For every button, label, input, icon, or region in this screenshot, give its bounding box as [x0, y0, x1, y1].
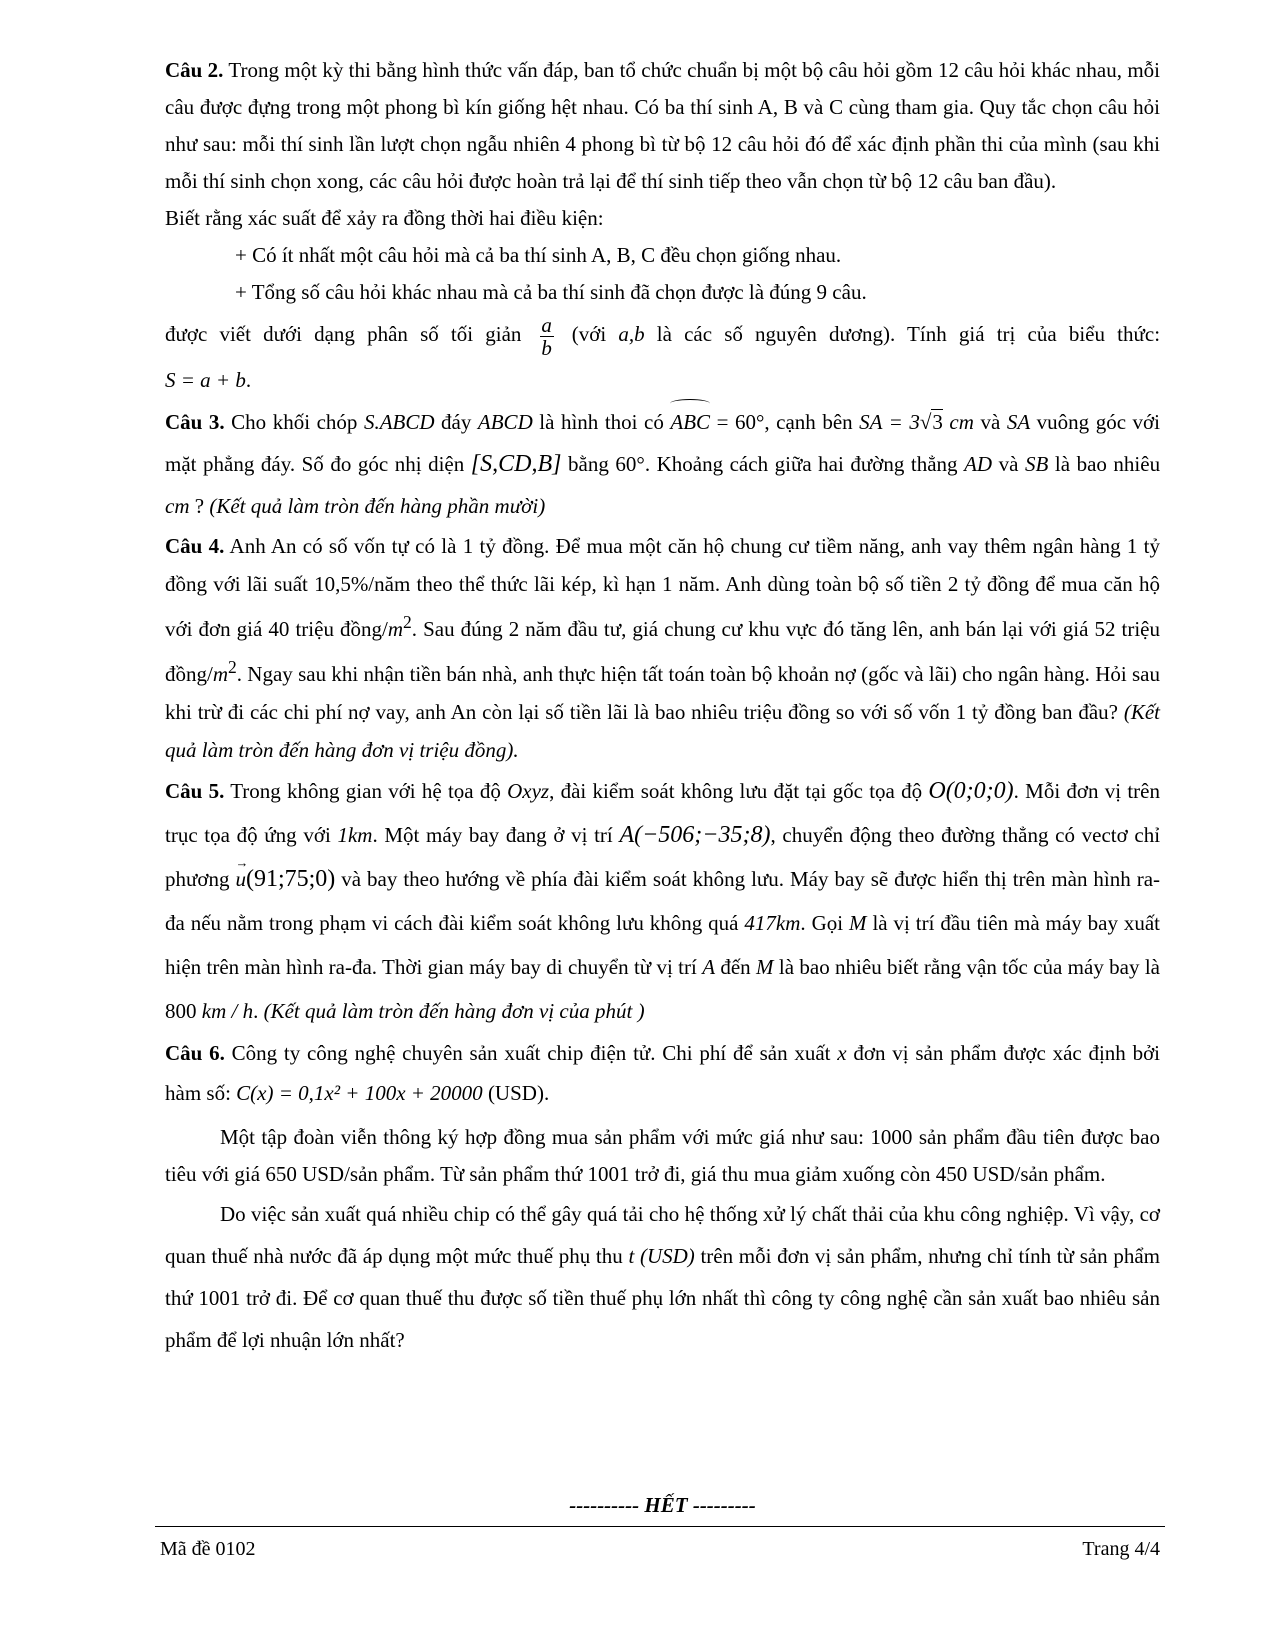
- question-2-line3a: được viết dưới dạng phân số tối giản: [165, 322, 522, 346]
- q3-angle-value: = 60°: [716, 409, 765, 434]
- q3-text-10: là bao nhiêu: [1054, 451, 1161, 476]
- q6-cost-function: C(x) = 0,1x² + 100x + 20000: [236, 1080, 483, 1105]
- q3-line-sb: SB: [1025, 451, 1049, 476]
- q3-cm: cm: [165, 493, 190, 518]
- q5-text-1: Trong không gian với hệ tọa độ: [230, 778, 501, 803]
- question-2-label: Câu 2.: [165, 58, 224, 82]
- q3-sa: SA = 3: [859, 409, 920, 434]
- q5-text-8: là vị trí đầu tiên mà máy bay xuất hiện trên màn hình ra-đa. Thời gian máy bay di chuyển từ vị trí: [165, 910, 1161, 979]
- question-2: [165, 52, 1160, 200]
- question-3-label: Câu 3.: [165, 409, 225, 434]
- q5-text-10: là bao nhiêu biết rằng vận tốc của máy bay là 800: [165, 954, 1160, 1023]
- q5-vector-u: → u: [235, 857, 246, 901]
- fraction-a-over-b: [540, 314, 554, 359]
- q4-text-2: . Sau đúng 2 năm đầu tư, giá chung cư khu vực đó tăng lên, anh bán lại với giá 52 triệu đồng/: [165, 616, 1161, 686]
- q3-text-9: và: [998, 451, 1019, 476]
- q3-pyramid: S.ABCD: [363, 409, 435, 434]
- q6-text-1: Công ty công nghệ chuyên sản xuất chip điện tử. Chi phí để sản xuất: [231, 1040, 831, 1065]
- q5-point-a: A(−506;−35;8): [619, 821, 771, 848]
- q4-text-1: Anh An có số vốn tự có là 1 tỷ đồng. Để mua một căn hộ chung cư tiềm năng, anh vay thêm ngân hàng 1 tỷ đồng với lãi suất 10,5%/năm theo thể thức lãi kép, kì hạn 1 năm. Anh dùng toàn bộ số tiền 2 tỷ đồng để mua căn hộ với đơn giá 40 triệu đồng/: [165, 533, 1160, 641]
- footer-rule: [155, 1526, 1165, 1527]
- q5-vector-value: (91;75;0): [245, 865, 336, 892]
- q4-note: (Kết quả làm tròn đến hàng đơn vị triệu đồng).: [165, 699, 1160, 762]
- question-5: [165, 769, 1160, 1033]
- q3-text-3: là hình thoi có: [539, 409, 664, 434]
- question-6-paragraph-2: Một tập đoàn viễn thông ký hợp đồng mua sản phẩm với mức giá như sau: 1000 sản phẩm đầu tiên được bao tiêu với giá 650 USD/sản phẩm. Từ sản phẩm thứ 1001 trở đi, giá thu mua giảm xuống còn 450 USD/sản phẩm.: [165, 1124, 1160, 1186]
- q6-p3-text-1: Do việc sản xuất quá nhiều chip có thể gây quá tải cho hệ thống xử lý chất thải của khu công nghiệp. Vì vậy, cơ quan thuế nhà nước đã áp dụng một mức thuế phụ thu: [165, 1201, 1160, 1268]
- question-2-expression: [165, 359, 1160, 401]
- q3-text-4: , cạnh bên: [764, 409, 853, 434]
- question-2-line3c: là các số nguyên dương). Tính giá trị của biểu thức:: [656, 322, 1161, 346]
- q3-text-5: và: [980, 409, 1001, 434]
- q4-sup-2: 2: [228, 656, 237, 677]
- question-6-label: Câu 6.: [165, 1040, 225, 1065]
- q6-text-3: .: [543, 1080, 550, 1105]
- q5-distance: 417km: [744, 910, 801, 935]
- q5-text-9: đến: [720, 954, 751, 979]
- question-4-label: Câu 4.: [165, 533, 225, 558]
- q3-text-8: . Khoảng cách giữa hai đường thẳng: [644, 451, 958, 476]
- question-4: [165, 527, 1160, 769]
- q5-text-2: , đài kiểm soát không lưu đặt tại gốc tọa độ: [549, 778, 923, 803]
- q3-unit: cm: [949, 409, 974, 434]
- q3-sa-2: SA: [1006, 409, 1031, 434]
- q3-degree: 60°: [615, 451, 645, 476]
- q4-sup-1: 2: [403, 611, 412, 632]
- q4-text-3: . Ngay sau khi nhận tiền bán nhà, anh thực hiện tất toán toàn bộ khoản nợ (gốc và lãi) cho ngân hàng. Hỏi sau khi trừ đi các chi phí nợ vay, anh An còn lại số tiền lãi là bao nhiêu triệu đồng so với số vốn 1 tỷ đồng ban đầu?: [165, 661, 1160, 724]
- q3-line-ad: AD: [964, 451, 993, 476]
- q5-origin: O(0;0;0): [928, 777, 1014, 804]
- question-6-paragraph-3: [165, 1193, 1160, 1361]
- question-6: [165, 1033, 1160, 1113]
- q6-tax: t (USD): [628, 1243, 695, 1268]
- footer: [160, 1538, 1160, 1561]
- page-content: [165, 52, 1160, 1361]
- q3-note: (Kết quả làm tròn đến hàng phần mười): [209, 493, 546, 518]
- question-2-line3: [165, 311, 1160, 359]
- q3-text-6: vuông góc với mặt phẳng đáy. Số đo góc nhị diện: [165, 409, 1160, 476]
- question-2-line2: Biết rằng xác suất để xảy ra đồng thời hai điều kiện:: [165, 206, 604, 230]
- exam-code: Mã đề 0102: [160, 1538, 256, 1560]
- q3-text-7: bằng: [568, 451, 609, 476]
- page-number: Trang 4/4: [1082, 1538, 1160, 1560]
- q5-point-m: M: [849, 910, 867, 935]
- end-marker: ---------- HẾT ---------: [569, 1493, 756, 1517]
- q3-sqrt-value: 3: [932, 409, 943, 434]
- q5-point-m-2: M: [756, 954, 774, 979]
- fraction-denominator: b: [541, 335, 552, 360]
- q3-base: ABCD: [477, 409, 533, 434]
- q6-p3-text-2: trên mỗi đơn vị sản phẩm, nhưng chỉ tính từ sản phẩm thứ 1001 trở đi. Để cơ quan thuế thu được số tiền thuế phụ lớn nhất thì công ty công nghệ cần sản xuất bao nhiêu sản phẩm để lợi nhuận lớn nhất?: [165, 1243, 1161, 1352]
- q3-text-1: Cho khối chóp: [231, 409, 358, 434]
- question-2-vars: a,b: [618, 322, 645, 346]
- q3-text-11: ?: [194, 493, 205, 518]
- q3-dihedral: [S,CD,B]: [470, 450, 562, 477]
- q5-oxyz: Oxyz: [507, 778, 550, 803]
- q5-km: 1km: [337, 822, 373, 847]
- q4-unit-m-1: m: [387, 616, 404, 641]
- question-2-condition-1: + Có ít nhất một câu hỏi mà cả ba thí sinh A, B, C đều chọn giống nhau.: [235, 243, 842, 267]
- q6-x: x: [837, 1040, 847, 1065]
- question-2-condition-2: + Tổng số câu hỏi khác nhau mà cả ba thí sinh đã chọn được là đúng 9 câu.: [235, 280, 867, 304]
- question-3: Câu 3. Cho khối chóp S.ABCD đáy ABCD là hình thoi có ABC = 60°, cạnh bên SA = 3√3 cm và SA vuông góc với mặt phẳng đáy. Số đo góc nhị diện [S,CD,B] bằng 60°. Khoảng cách giữa hai đường thẳng AD và SB là bao nhiêu cm ? (Kết quả làm tròn đến hàng phần mười): [165, 401, 1160, 527]
- question-5-label: Câu 5.: [165, 778, 225, 803]
- q4-unit-m-2: m: [212, 661, 229, 686]
- q5-text-11: .: [253, 998, 259, 1023]
- q3-angle-abc: ABC: [670, 401, 710, 443]
- q6-usd: (USD): [487, 1080, 544, 1105]
- q5-text-3: . Mỗi đơn vị trên trục tọa độ ứng với: [165, 778, 1160, 847]
- expression-s: S = a + b: [165, 367, 246, 392]
- q5-speed: km / h: [201, 998, 254, 1023]
- q5-text-4: . Một máy bay đang ở vị trí: [372, 822, 613, 847]
- q6-text-2: đơn vị sản phẩm được xác định bởi hàm số:: [165, 1040, 1161, 1105]
- q5-text-5: , chuyển động theo đường thẳng có vectơ chỉ phương: [165, 822, 1161, 891]
- q3-text-2: đáy: [441, 409, 472, 434]
- q5-text-7: . Gọi: [800, 910, 844, 935]
- expression-end: .: [245, 367, 252, 392]
- q5-text-6: và bay theo hướng về phía đài kiểm soát không lưu. Máy bay sẽ được hiển thị trên màn hình ra-đa nếu nằm trong phạm vi cách đài kiểm soát không lưu không quá: [165, 866, 1161, 935]
- q5-note: (Kết quả làm tròn đến hàng đơn vị của phút ): [263, 998, 645, 1023]
- fraction-numerator: a: [541, 312, 552, 337]
- question-2-text: Trong một kỳ thi bằng hình thức vấn đáp, ban tổ chức chuẩn bị một bộ câu hỏi gồm 12 câu hỏi khác nhau, mỗi câu được đựng trong một phong bì kín giống hệt nhau. Có ba thí sinh A, B và C cùng tham gia. Quy tắc chọn câu hỏi như sau: mỗi thí sinh lần lượt chọn ngẫu nhiên 4 phong bì từ bộ 12 câu hỏi đó để xác định phần thi của mình (sau khi mỗi thí sinh chọn xong, các câu hỏi được hoàn trả lại để thí sinh tiếp theo vẫn chọn từ bộ 12 câu ban đầu).: [165, 58, 1160, 193]
- q5-point-a-2: A: [702, 954, 716, 979]
- question-2-line3b: (với: [571, 322, 607, 346]
